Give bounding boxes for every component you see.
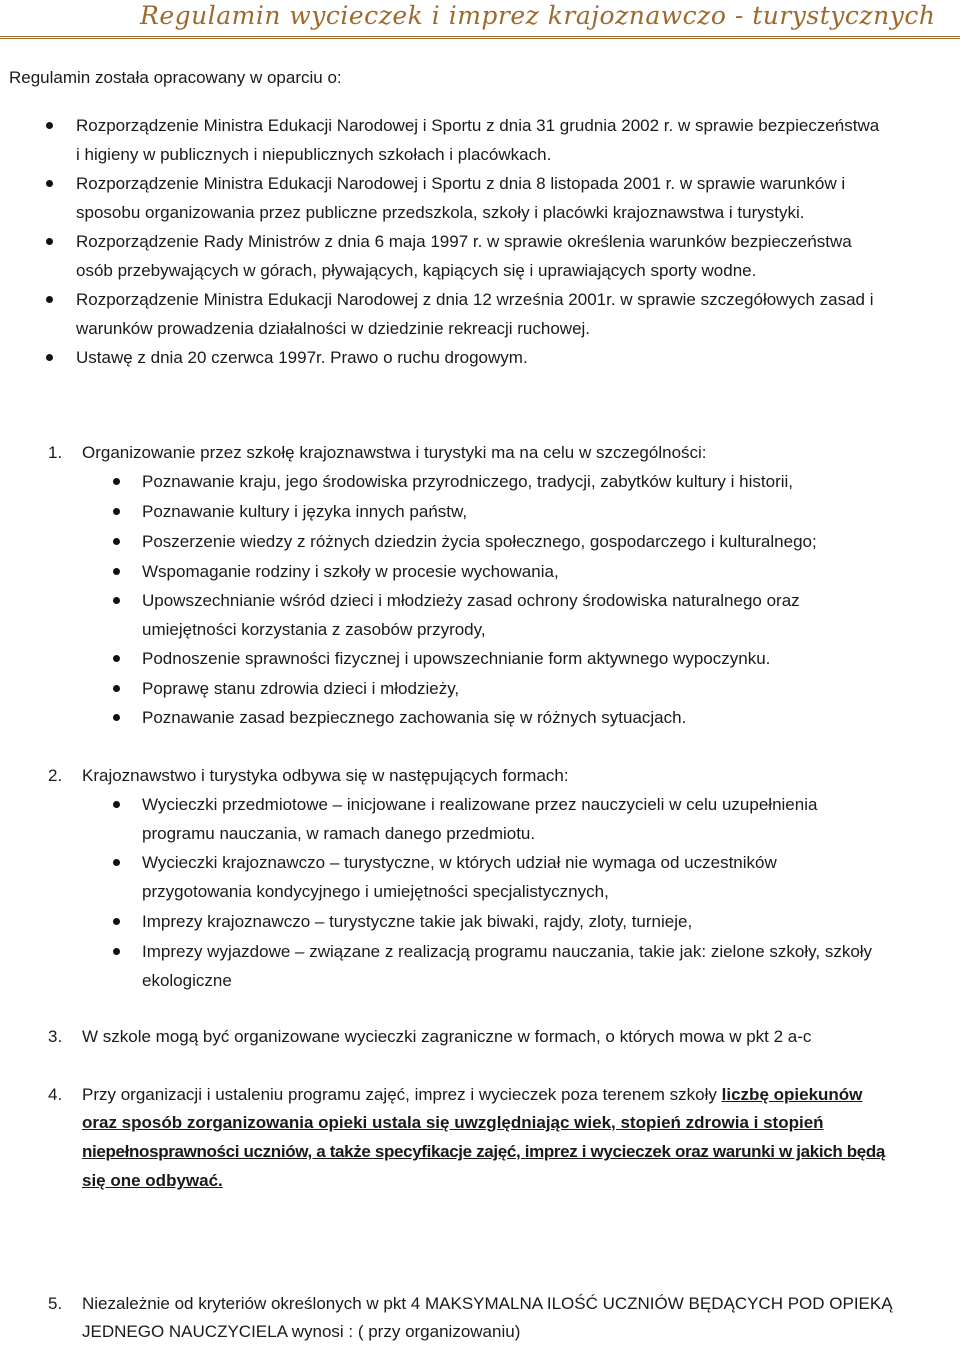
list-item: Poznawanie zasad bezpiecznego zachowania się w różnych sytuacjach. [142, 708, 687, 727]
bullet-icon [113, 801, 120, 808]
list-item: Poznawanie kultury i języka innych państw, [142, 502, 468, 521]
list-item: Wycieczki krajoznawczo – turystyczne, w których udział nie wymaga od uczestników [142, 853, 777, 872]
section-text-plain: Przy organizacji i ustaleniu programu zajęć, imprez i wycieczek poza terenem szkoły [82, 1085, 722, 1104]
basis-line: i higieny w publicznych i niepublicznych szkołach i placówkach. [76, 145, 552, 164]
basis-line: osób przebywających w górach, pływających, kąpiących się i uprawiających sporty wodne. [76, 261, 757, 280]
bullet-icon [46, 122, 53, 129]
emphasized-text: liczbę opiekunów [721, 1085, 863, 1104]
section-title: Krajoznawstwo i turystyka odbywa się w następujących formach: [82, 766, 569, 785]
list-item: Imprezy wyjazdowe – związane z realizacją programu nauczania, takie jak: zielone szkoły, szkoły [142, 942, 873, 961]
basis-line: Rozporządzenie Ministra Edukacji Narodowej i Sportu z dnia 31 grudnia 2002 r. w sprawie bezpieczeństwa [76, 116, 880, 135]
bullet-icon [113, 568, 120, 575]
bullet-icon [113, 508, 120, 515]
section-number: 4. [48, 1085, 63, 1104]
section-text: W szkole mogą być organizowane wycieczki zagraniczne w formach, o których mowa w pkt 2 a-c [82, 1027, 812, 1046]
bullet-icon [113, 478, 120, 485]
list-item: Poznawanie kraju, jego środowiska przyrodniczego, tradycji, zabytków kultury i historii, [142, 472, 794, 491]
intro-text: Regulamin została opracowany w oparciu o: [9, 68, 342, 87]
list-item: Wycieczki przedmiotowe – inicjowane i realizowane przez nauczycieli w celu uzupełnienia [142, 795, 818, 814]
basis-line: Rozporządzenie Ministra Edukacji Narodowej z dnia 12 września 2001r. w sprawie szczegółowych zasad i [76, 290, 874, 309]
bullet-icon [113, 597, 120, 604]
bullet-icon [46, 296, 53, 303]
header-rule [0, 36, 960, 39]
emphasized-text: się one odbywać. [82, 1171, 223, 1190]
bullet-icon [113, 685, 120, 692]
section-number: 1. [48, 443, 63, 462]
basis-line: Rozporządzenie Rady Ministrów z dnia 6 maja 1997 r. w sprawie określenia warunków bezpieczeństwa [76, 232, 852, 251]
bullet-icon [113, 859, 120, 866]
page-title: Regulamin wycieczek i imprez krajoznawczo - turystycznych [140, 1, 936, 30]
list-item: ekologiczne [142, 971, 232, 990]
list-item: Upowszechnianie wśród dzieci i młodzieży zasad ochrony środowiska naturalnego oraz [142, 591, 800, 610]
list-item: Poszerzenie wiedzy z różnych dziedzin życia społecznego, gospodarczego i kulturalnego; [142, 532, 817, 551]
basis-line: warunków prowadzenia działalności w dziedzinie rekreacji ruchowej. [76, 319, 591, 338]
list-item: przygotowania kondycyjnego i umiejętności specjalistycznych, [142, 882, 609, 901]
bullet-icon [113, 948, 120, 955]
list-item: Poprawę stanu zdrowia dzieci i młodzieży, [142, 679, 460, 698]
bullet-icon [46, 180, 53, 187]
bullet-icon [113, 918, 120, 925]
list-item: Podnoszenie sprawności fizycznej i upowszechnianie form aktywnego wypoczynku. [142, 649, 771, 668]
section-number: 5. [48, 1294, 63, 1313]
page-header [0, 0, 960, 40]
emphasized-text: niepełnosprawności uczniów, a także specyfikacje zajęć, imprez i wycieczek oraz warunki w jakich będą [82, 1142, 886, 1161]
bullet-icon [113, 538, 120, 545]
section-text [82, 1080, 862, 1109]
bullet-icon [113, 655, 120, 662]
section-number: 2. [48, 766, 63, 785]
section-title: Organizowanie przez szkołę krajoznawstwa i turystyki ma na celu w szczególności: [82, 443, 707, 462]
list-item: Wspomaganie rodziny i szkoły w procesie wychowania, [142, 562, 559, 581]
section-text: Niezależnie od kryteriów określonych w pkt 4 MAKSYMALNA ILOŚĆ UCZNIÓW BĘDĄCYCH POD OPIEKĄ [82, 1294, 893, 1313]
basis-line: Ustawę z dnia 20 czerwca 1997r. Prawo o ruchu drogowym. [76, 348, 528, 367]
section-text: JEDNEGO NAUCZYCIELA wynosi : ( przy organizowaniu) [82, 1322, 521, 1341]
bullet-icon [46, 238, 53, 245]
bullet-icon [46, 354, 53, 361]
list-item: umiejętności korzystania z zasobów przyrody, [142, 620, 486, 639]
list-item: programu nauczania, w ramach danego przedmiotu. [142, 824, 536, 843]
basis-line: Rozporządzenie Ministra Edukacji Narodowej i Sportu z dnia 8 listopada 2001 r. w sprawie warunków i [76, 174, 846, 193]
basis-line: sposobu organizowania przez publiczne przedszkola, szkoły i placówki krajoznawstwa i turystyki. [76, 203, 805, 222]
list-item: Imprezy krajoznawczo – turystyczne takie jak biwaki, rajdy, zloty, turnieje, [142, 912, 693, 931]
section-number: 3. [48, 1027, 63, 1046]
bullet-icon [113, 714, 120, 721]
emphasized-text: oraz sposób zorganizowania opieki ustala się uwzględniając wiek, stopień zdrowia i stopień [82, 1113, 824, 1132]
